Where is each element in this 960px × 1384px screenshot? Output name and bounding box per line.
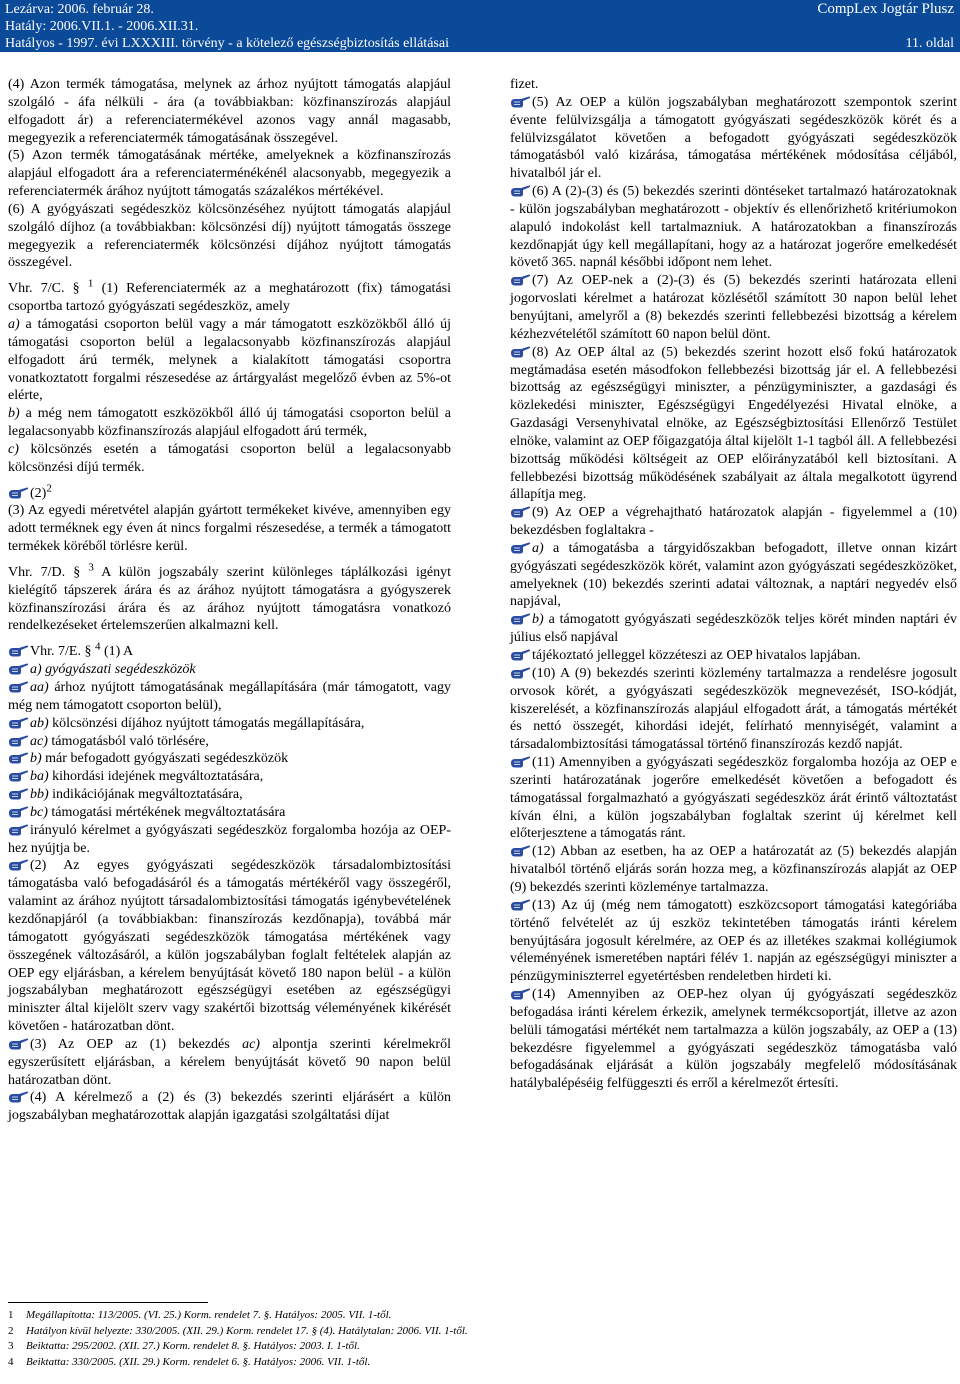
text-run: (7) Az OEP-nek a (2)-(3) és (5) bekezdés szerinti határozata elleni jogorvoslati kérelmet a határozat közlésétől számított 30 napon belül lehet benyújtani, amelyről a (8) bekezdés szerinti fellebbezési bizottság a kérelem kézhezvételétől számított 60 napon belül dönt.: [510, 273, 957, 342]
text-run: (8) Az OEP által az (5) bekezdés szerint hozott első fokú határozatok megtámadása esetén másodfokon fellebbezési bizottság jár el. A fellebbezési bizottság az egészségügyi miniszter, a pénzügyminiszter, a gazdasági és közlekedési miniszter, Egészségügyi Engedélyezési Hivatal elnöke, a Gazdasági Versenyhivatal elnöke, az Egészségbiztosítási Ellenőrző Testület elnöke, valamint az OEP főigazgatója által kijelölt 1-1 tagból áll. A fellebbezési bizottság működési költségeit az OEP előirányzatából kell biztosítani. A fellebbezési bizottság működésének szabályait az általa megalkotott ügyrend állapítja meg.: [510, 344, 957, 503]
text-run: (3) Az OEP az (1) bekezdés: [30, 1036, 243, 1052]
footnote-ref[interactable]: 3: [88, 561, 94, 574]
hand-pointer-icon[interactable]: [8, 1089, 29, 1104]
paragraph: [8, 715, 451, 733]
hand-pointer-icon[interactable]: [510, 504, 531, 519]
text-run: (14) Amennyiben az OEP-hez olyan új gyógyászati segédeszköz befogadása iránti kérelem érkezik, amelynek termékcsoportját, illetve az azon belüli támogatási mértékét nem tartalmazza a külön jogszabály, az OEP a (13) bekezdésre figyelemmel a gyógyászati segédeszköz támogatásba való befogadásának eljárását a külön jogszabály megfelelő módosításának hatálybalépéséig felfüggeszti és erről a kérelmezőt értesíti.: [510, 987, 957, 1092]
hand-pointer-icon[interactable]: [510, 843, 531, 858]
text-run: a támogatásba a tárgyidőszakban befogadott, illetve onnan kizárt gyógyászati segédeszközök körét, valamint azon gyógyászati segédeszközöket, amelyeknek (10) bekezdés szerinti adatai változnak, a naptári negyedév első napjával,: [510, 540, 957, 610]
text-run: ac): [242, 1036, 260, 1052]
hand-pointer-icon[interactable]: [8, 679, 29, 694]
footnote-text: Megállapította: 113/2005. (VI. 25.) Korm. rendelet 7. §. Hatályos: 2005. VII. 1-től.: [26, 1309, 392, 1321]
text-run: (1) A: [100, 644, 134, 660]
paragraph: [8, 822, 451, 858]
text-run: (5) Az OEP a külön jogszabályban meghatározott szempontok szerint évente felülvizsgálja a támogatott gyógyászati segédeszközök körét és a felülvizsgálatot követően a befogadott gyógyászati segédeszközök támogatásból való kizárása, támogatása mértékének módosítása céljából, hivatalból jár el.: [510, 94, 957, 182]
footnote-text: Beiktatta: 295/2002. (XII. 27.) Korm. rendelet 8. §. Hatályos: 2003. I. 1-től.: [26, 1340, 360, 1352]
text-run: (13) Az új (még nem támogatott) eszközcsoport támogatási kategóriába történő felvételét az új eszköz tekintetében támogatás iránti kérelem benyújtására jogosult kérelmére, az OEP és az illetékes szakmai kollégiumok véleményének ismeretében naptári félév 1. napján az egészségügyi miniszter a pénzügyminiszterrel egyetértésben rendeletben hirdeti ki.: [510, 897, 957, 985]
paragraph: [510, 344, 957, 505]
header-closed-date: Lezárva: 2006. február 28.: [5, 2, 154, 17]
paragraph: [510, 76, 957, 94]
footnote-text: Hatályon kívül helyezte: 330/2005. (XII. 29.) Korm. rendelet 17. § (4). Hatálytalan: 2006. VII. 1-től.: [26, 1324, 468, 1337]
text-run: b): [8, 406, 20, 422]
hand-pointer-icon[interactable]: [510, 272, 531, 287]
text-run: (6) A (2)-(3) és (5) bekezdés szerinti döntéseket tartalmazó határozatoknak - külön jogszabályban meghatározott - objektív és ellenőrizhető kritériumokon alapuló indokolást kell tartalmazniuk. A határozatokban a finanszírozás kezdőnapját úgy kell megállapítani, hogy az a határozat jogerőre emelkedését követő 365. napnál későbbi időpont nem lehet.: [510, 184, 957, 271]
header-right: [817, 1, 954, 52]
paragraph: [510, 183, 957, 272]
text-run: (3) Az egyedi méretvétel alapján gyártott termékeket kivéve, amennyiben egy adott terméknek egy éven át nincs forgalmi részesedése, a termék a támogatott termékek köréből törlésre kerül.: [8, 503, 451, 555]
footnote-number: 4: [8, 1355, 14, 1368]
paragraph: [8, 857, 451, 1035]
paragraph: [8, 750, 451, 768]
footnote-ref[interactable]: 4: [94, 640, 101, 653]
text-run: (1) Referenciatermék az a meghatározott (fix) támogatási csoportba tartozó gyógyászati segédeszköz, amely: [8, 281, 451, 315]
hand-pointer-icon[interactable]: [510, 986, 531, 1001]
text-run: kölcsönzési díjához nyújtott támogatás megállapítására,: [48, 715, 365, 731]
hand-pointer-icon[interactable]: [8, 643, 29, 658]
text-run: kölcsönzés esetén a támogatási csoporton belül a legalacsonyabb kölcsönzési díjú termék.: [8, 441, 451, 475]
paragraph: [8, 640, 451, 661]
paragraph: [510, 540, 957, 611]
text-run: Vhr. 7/D. §: [8, 564, 89, 580]
footnote: [8, 1355, 948, 1371]
hand-pointer-icon[interactable]: [510, 611, 531, 626]
hand-pointer-icon[interactable]: [8, 804, 29, 819]
text-run: c): [8, 441, 19, 457]
paragraph: [8, 1036, 451, 1090]
footnote-ref[interactable]: 1: [87, 277, 94, 290]
text-run: (5) Azon termék támogatásának mértéke, amelyeknek a közfinanszírozás alapjául elfogadott ára a referenciaterménékénél alacsonyabb, megegyezik a referenciatermék árához nyújtott támogatás százalékos mértékével.: [8, 148, 451, 200]
text-run: a): [532, 540, 544, 556]
text-run: (10) A (9) bekezdés szerinti közlemény tartalmazza a rendelésre jogosult orvosok körét, a gyógyászati segédeszközök megnevezését, ISO-kódját, kiszerelését, a közfinanszírozás alapjául elfogadott árát, a támogatás mértékét és nettó összegét, kihordási idejét, felírható mennyiségét, valamint a társadalombiztosítási támogatással történő finanszírozás kezdő napját.: [510, 665, 957, 753]
text-run: Vhr. 7/E. §: [30, 644, 95, 660]
text-run: támogatási mértékének megváltoztatására: [47, 804, 286, 820]
paragraph: [8, 733, 451, 751]
hand-pointer-icon[interactable]: [510, 897, 531, 912]
paragraph: [510, 504, 957, 540]
hand-pointer-icon[interactable]: [8, 485, 29, 500]
footnote-ref[interactable]: 2: [46, 481, 52, 494]
text-run: b): [532, 612, 544, 628]
text-run: aa): [30, 680, 49, 695]
header-page-number: 11. oldal: [905, 36, 954, 51]
text-run: indikációjának megváltoztatására,: [48, 787, 243, 803]
paragraph: [8, 768, 451, 786]
text-run: a még nem támogatott eszközökből álló új támogatási csoporton belül a legalacsonyabb közfinanszírozás alapjául elfogadott árú termék,: [8, 406, 451, 440]
text-run: bb): [30, 787, 49, 803]
paragraph: [8, 316, 451, 405]
hand-pointer-icon[interactable]: [510, 647, 531, 662]
hand-pointer-icon[interactable]: [510, 183, 531, 198]
text-run: (12) Abban az esetben, ha az OEP a határozatát az (5) bekezdés alapján hivatalból történő eljárás során hozza meg, a közfinanszírozás alapját az OEP (9) bekezdés szerinti közleménye tartalmazza.: [510, 844, 957, 895]
hand-pointer-icon[interactable]: [510, 344, 531, 359]
paragraph: [8, 804, 451, 822]
footnote-divider: [8, 1302, 208, 1303]
text-run: tájékoztató jelleggel közzéteszi az OEP hivatalos lapjában.: [532, 648, 861, 663]
footnote-number: 1: [8, 1309, 14, 1321]
hand-pointer-icon[interactable]: [510, 665, 531, 680]
paragraph: [8, 1089, 451, 1125]
header-brand: CompLex Jogtár Plusz: [817, 1, 954, 17]
text-run: ab): [30, 715, 49, 731]
text-run: támogatásból való törlésére,: [47, 733, 209, 749]
paragraph: [8, 561, 451, 635]
paragraph: [510, 665, 957, 754]
text-run: alpontja szerinti kérelmekről egyszerűsített eljárásban, a kérelem benyújtását követő 90 napon belül határozatban dönt.: [8, 1036, 451, 1088]
header-meta: [5, 1, 449, 52]
hand-pointer-icon[interactable]: [8, 661, 29, 676]
paragraph: [510, 611, 957, 647]
text-run: fizet.: [510, 77, 539, 92]
paragraph: [510, 272, 957, 343]
page-header: [0, 0, 960, 52]
right-column: [510, 76, 957, 1093]
paragraph: [8, 201, 451, 272]
text-run: (9) Az OEP a végrehajtható határozatok alapján - figyelemmel a (10) bekezdésben foglaltakra -: [510, 505, 957, 539]
text-run: (4) A kérelmező a (2) és (3) bekezdés szerinti eljárásért a külön jogszabályban meghatározottak alapján igazgatási szolgáltatási díjat: [8, 1090, 451, 1124]
header-law-title: Hatályos - 1997. évi LXXXIII. törvény - a kötelező egészségbiztosítás ellátásai: [5, 36, 449, 51]
paragraph: [8, 147, 451, 201]
paragraph: [8, 405, 451, 441]
text-run: ac): [30, 733, 48, 749]
paragraph: [8, 481, 451, 503]
paragraph: [8, 441, 451, 477]
paragraph: [8, 502, 451, 556]
text-run: a támogatási csoporton belül vagy a már támogatott eszközökből álló új támogatási csoporton belül a legalacsonyabb közfinanszírozás alapjául elfogadott árú termék, melynek a kialakított támogatási csoportra vonatkoztatott forgalmi részesedése az ártárgyalást megelőző évben az 5%-ot elérte,: [8, 316, 451, 404]
footnotes: [8, 1308, 948, 1370]
text-run: irányuló kérelmet a gyógyászati segédeszköz forgalomba hozója az OEP-hez nyújtja be.: [8, 822, 451, 856]
hand-pointer-icon[interactable]: [510, 540, 531, 555]
text-run: (11) Amennyiben a gyógyászati segédeszköz forgalomba hozója az OEP e szerinti határozatának jogerőre emelkedését követően a befogadott és támogatással forgalmazható a gyógyászati segédeszköz árát érintő változtatást kíván élni, a külön jogszabályban foglaltak szerint új kérelmet kell előterjesztene a támogatás ránt.: [510, 755, 957, 842]
hand-pointer-icon[interactable]: [8, 786, 29, 801]
hand-pointer-icon[interactable]: [8, 750, 29, 765]
hand-pointer-icon[interactable]: [8, 822, 29, 837]
footnote-number: 3: [8, 1340, 14, 1352]
paragraph: [510, 986, 957, 1093]
hand-pointer-icon[interactable]: [8, 733, 29, 748]
paragraph: [510, 94, 957, 183]
paragraph: [8, 786, 451, 804]
header-validity: Hatály: 2006.VII.1. - 2006.XII.31.: [5, 19, 199, 34]
paragraph: [8, 679, 451, 715]
hand-pointer-icon[interactable]: [8, 715, 29, 730]
text-run: a) gyógyászati segédeszközök: [30, 662, 196, 678]
paragraph: [8, 661, 451, 679]
hand-pointer-icon[interactable]: [510, 754, 531, 769]
paragraph: [8, 76, 451, 147]
text-run: a): [8, 316, 20, 332]
footnote-text: Beiktatta: 330/2005. (XII. 29.) Korm. rendelet 6. §. Hatályos: 2006. VII. 1-től.: [26, 1355, 371, 1368]
left-column: [8, 76, 451, 1125]
hand-pointer-icon[interactable]: [8, 857, 29, 872]
text-run: b): [30, 751, 42, 767]
text-run: árhoz nyújtott támogatásának megállapítására (már támogatott, vagy még nem támogatott csoporton belül),: [8, 680, 451, 713]
hand-pointer-icon[interactable]: [510, 94, 531, 109]
paragraph: [8, 277, 451, 316]
hand-pointer-icon[interactable]: [8, 768, 29, 783]
text-run: (2): [30, 485, 47, 501]
text-run: Vhr. 7/C. §: [8, 281, 88, 297]
footnote-number: 2: [8, 1324, 14, 1337]
paragraph: [510, 754, 957, 843]
text-run: már befogadott gyógyászati segédeszközök: [41, 751, 289, 767]
paragraph: [510, 897, 957, 986]
text-run: ba): [30, 769, 49, 785]
footnote: [8, 1308, 948, 1324]
paragraph: [510, 843, 957, 897]
text-run: bc): [30, 804, 48, 820]
text-run: kihordási idejének megváltoztatására,: [48, 769, 264, 785]
footnote: [8, 1339, 948, 1355]
text-run: (6) A gyógyászati segédeszköz kölcsönzéséhez nyújtott támogatás alapjául szolgáló díjhoz (a továbbiakban: kölcsönzési díj) nyújtott támogatás összege megegyezik a referenciatermék kölcsönzési díjához nyújtott támogatás összegével.: [8, 201, 451, 271]
hand-pointer-icon[interactable]: [8, 1036, 29, 1051]
text-run: (4) Azon termék támogatása, melynek az árhoz nyújtott támogatás alapjául szolgáló - áfa nélküli - ára (a továbbiakban: közfinanszírozás alapjául elfogadott ár) a referenciatermékével azonos vagy annál magasabb, megegyezik a referenciatermék támogatásának összegével.: [8, 77, 451, 146]
text-run: a támogatott gyógyászati segédeszközök teljes körét minden naptári év július első napjával: [510, 612, 957, 646]
paragraph: [510, 647, 957, 665]
footnote: [8, 1324, 948, 1340]
text-run: (2) Az egyes gyógyászati segédeszközök társadalombiztosítási támogatásba való befogadásáról és a támogatás mértékéről vagy összegéről, valamint az árához nyújtott társadalombiztosítási támogatás igénybevételének kezdőnapjáról (a továbbiakban: finanszírozás kezdőnapja), továbbá már támogatott gyógyászati segédeszközök támogatása mértékének vagy összegének változásáról, a külön jogszabályban foglalt feltételek alapján az OEP egy eljárásban, a kérelem benyújtását követő 180 napon belül - a külön jogszabályban meghatározott egészségügyi esetében az egészségügyi miniszter által kijelölt szerv vagy szakértői bizottság véleményének kikérését követően - határozatban dönt.: [8, 858, 451, 1035]
text-run: A külön jogszabály szerint különleges táplálkozási igényt kielégítő tápszerek árára és az árához nyújtott támogatásra a gyógyszerek közfinanszírozási árára és az árához nyújtott támogatásra vonatkozó rendelkezéseket értelemszerűen alkalmazni kell.: [8, 564, 451, 634]
